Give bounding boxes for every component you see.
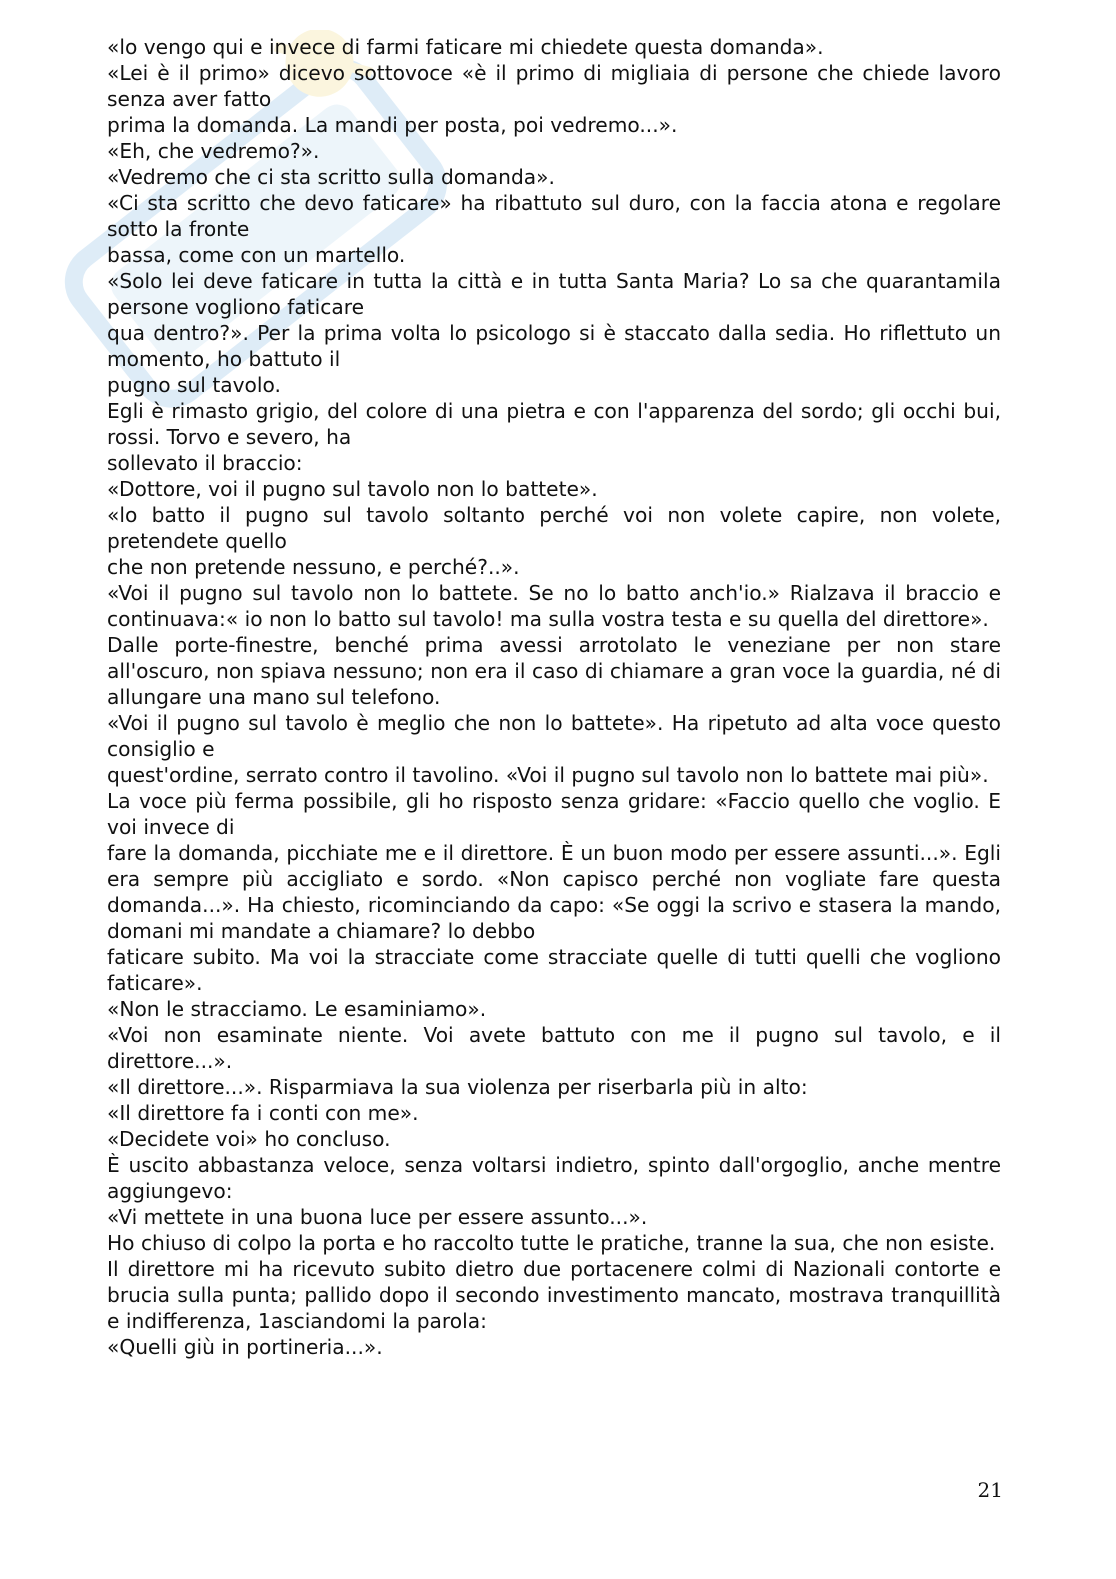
text-line: qua dentro?». Per la prima volta lo psicologo si è staccato dalla sedia. Ho riflettuto un momento, ho battuto il [107, 321, 1001, 371]
text-line: «Decidete voi» ho concluso. [107, 1127, 391, 1151]
text-line: «Voi non esaminate niente. Voi avete battuto con me il pugno sul tavolo, e il direttore...». [107, 1023, 1001, 1073]
text-line: «Quelli giù in portineria...». [107, 1335, 383, 1359]
text-line: «Voi il pugno sul tavolo è meglio che non lo battete». Ha ripetuto ad alta voce questo consiglio e [107, 711, 1001, 761]
text-line: quest'ordine, serrato contro il tavolino. «Voi il pugno sul tavolo non lo battete mai più». [107, 763, 989, 787]
text-line: «Eh, che vedremo?». [107, 139, 320, 163]
text-line: Egli è rimasto grigio, del colore di una pietra e con l'apparenza del sordo; gli occhi bui, rossi. Torvo e severo, ha [107, 399, 1001, 449]
text-line: Il direttore mi ha ricevuto subito dietro due portacenere colmi di Nazionali contorte e brucia sulla punta; pallido dopo il secondo investimento mancato, mostrava tranquillità e indifferenza, 1asciandomi la parola: [107, 1257, 1001, 1333]
text-line: «Vi mettete in una buona luce per essere assunto...». [107, 1205, 648, 1229]
text-line: bassa, come con un martello. [107, 243, 406, 267]
text-line: «Vedremo che ci sta scritto sulla domanda». [107, 165, 555, 189]
text-line: «Dottore, voi il pugno sul tavolo non lo battete». [107, 477, 598, 501]
text-line: sollevato il braccio: [107, 451, 303, 475]
text-line: «lo batto il pugno sul tavolo soltanto perché voi non volete capire, non volete, pretendete quello [107, 503, 1001, 553]
text-line: «Non le stracciamo. Le esaminiamo». [107, 997, 487, 1021]
text-line: «Il direttore...». Risparmiava la sua violenza per riserbarla più in alto: [107, 1075, 808, 1099]
body-text [107, 34, 1001, 1360]
text-line: «lo vengo qui e invece di farmi faticare mi chiedete questa domanda». [107, 35, 824, 59]
text-line: «Il direttore fa i conti con me». [107, 1101, 419, 1125]
text-line: Ho chiuso di colpo la porta e ho raccolto tutte le pratiche, tranne la sua, che non esiste. [107, 1231, 996, 1255]
text-line: «Lei è il primo» dicevo sottovoce «è il primo di migliaia di persone che chiede lavoro senza aver fatto [107, 61, 1001, 111]
text-line: Dalle porte-finestre, benché prima avessi arrotolato le veneziane per non stare all'oscuro, non spiava nessuno; non era il caso di chiamare a gran voce la guardia, né di allungare una mano sul telefono. [107, 633, 1001, 709]
text-line: La voce più ferma possibile, gli ho risposto senza gridare: «Faccio quello che voglio. E voi invece di [107, 789, 1001, 839]
page-number: 21 [977, 1478, 1003, 1502]
text-line: «Ci sta scritto che devo faticare» ha ribattuto sul duro, con la faccia atona e regolare sotto la fronte [107, 191, 1001, 241]
text-line: pugno sul tavolo. [107, 373, 281, 397]
text-line: che non pretende nessuno, e perché?..». [107, 555, 520, 579]
text-line: «Voi il pugno sul tavolo non lo battete. Se no lo batto anch'io.» Rialzava il braccio e continuava:« io non lo batto sul tavolo! ma sulla vostra testa e su quella del direttore». [107, 581, 1001, 631]
text-line: faticare subito. Ma voi la stracciate come stracciate quelle di tutti quelli che vogliono faticare». [107, 945, 1001, 995]
text-line: prima la domanda. La mandi per posta, poi vedremo...». [107, 113, 678, 137]
text-line: «Solo lei deve faticare in tutta la città e in tutta Santa Maria? Lo sa che quarantamila persone vogliono faticare [107, 269, 1001, 319]
text-line: fare la domanda, picchiate me e il direttore. È un buon modo per essere assunti...». Egli era sempre più accigliato e sordo. «Non capisco perché non vogliate fare questa domanda...». Ha chiesto, ricominciando da capo: «Se oggi la scrivo e stasera la mando, domani mi mandate a chiamare? lo debbo [107, 841, 1001, 943]
text-line: È uscito abbastanza veloce, senza voltarsi indietro, spinto dall'orgoglio, anche mentre aggiungevo: [107, 1153, 1001, 1203]
